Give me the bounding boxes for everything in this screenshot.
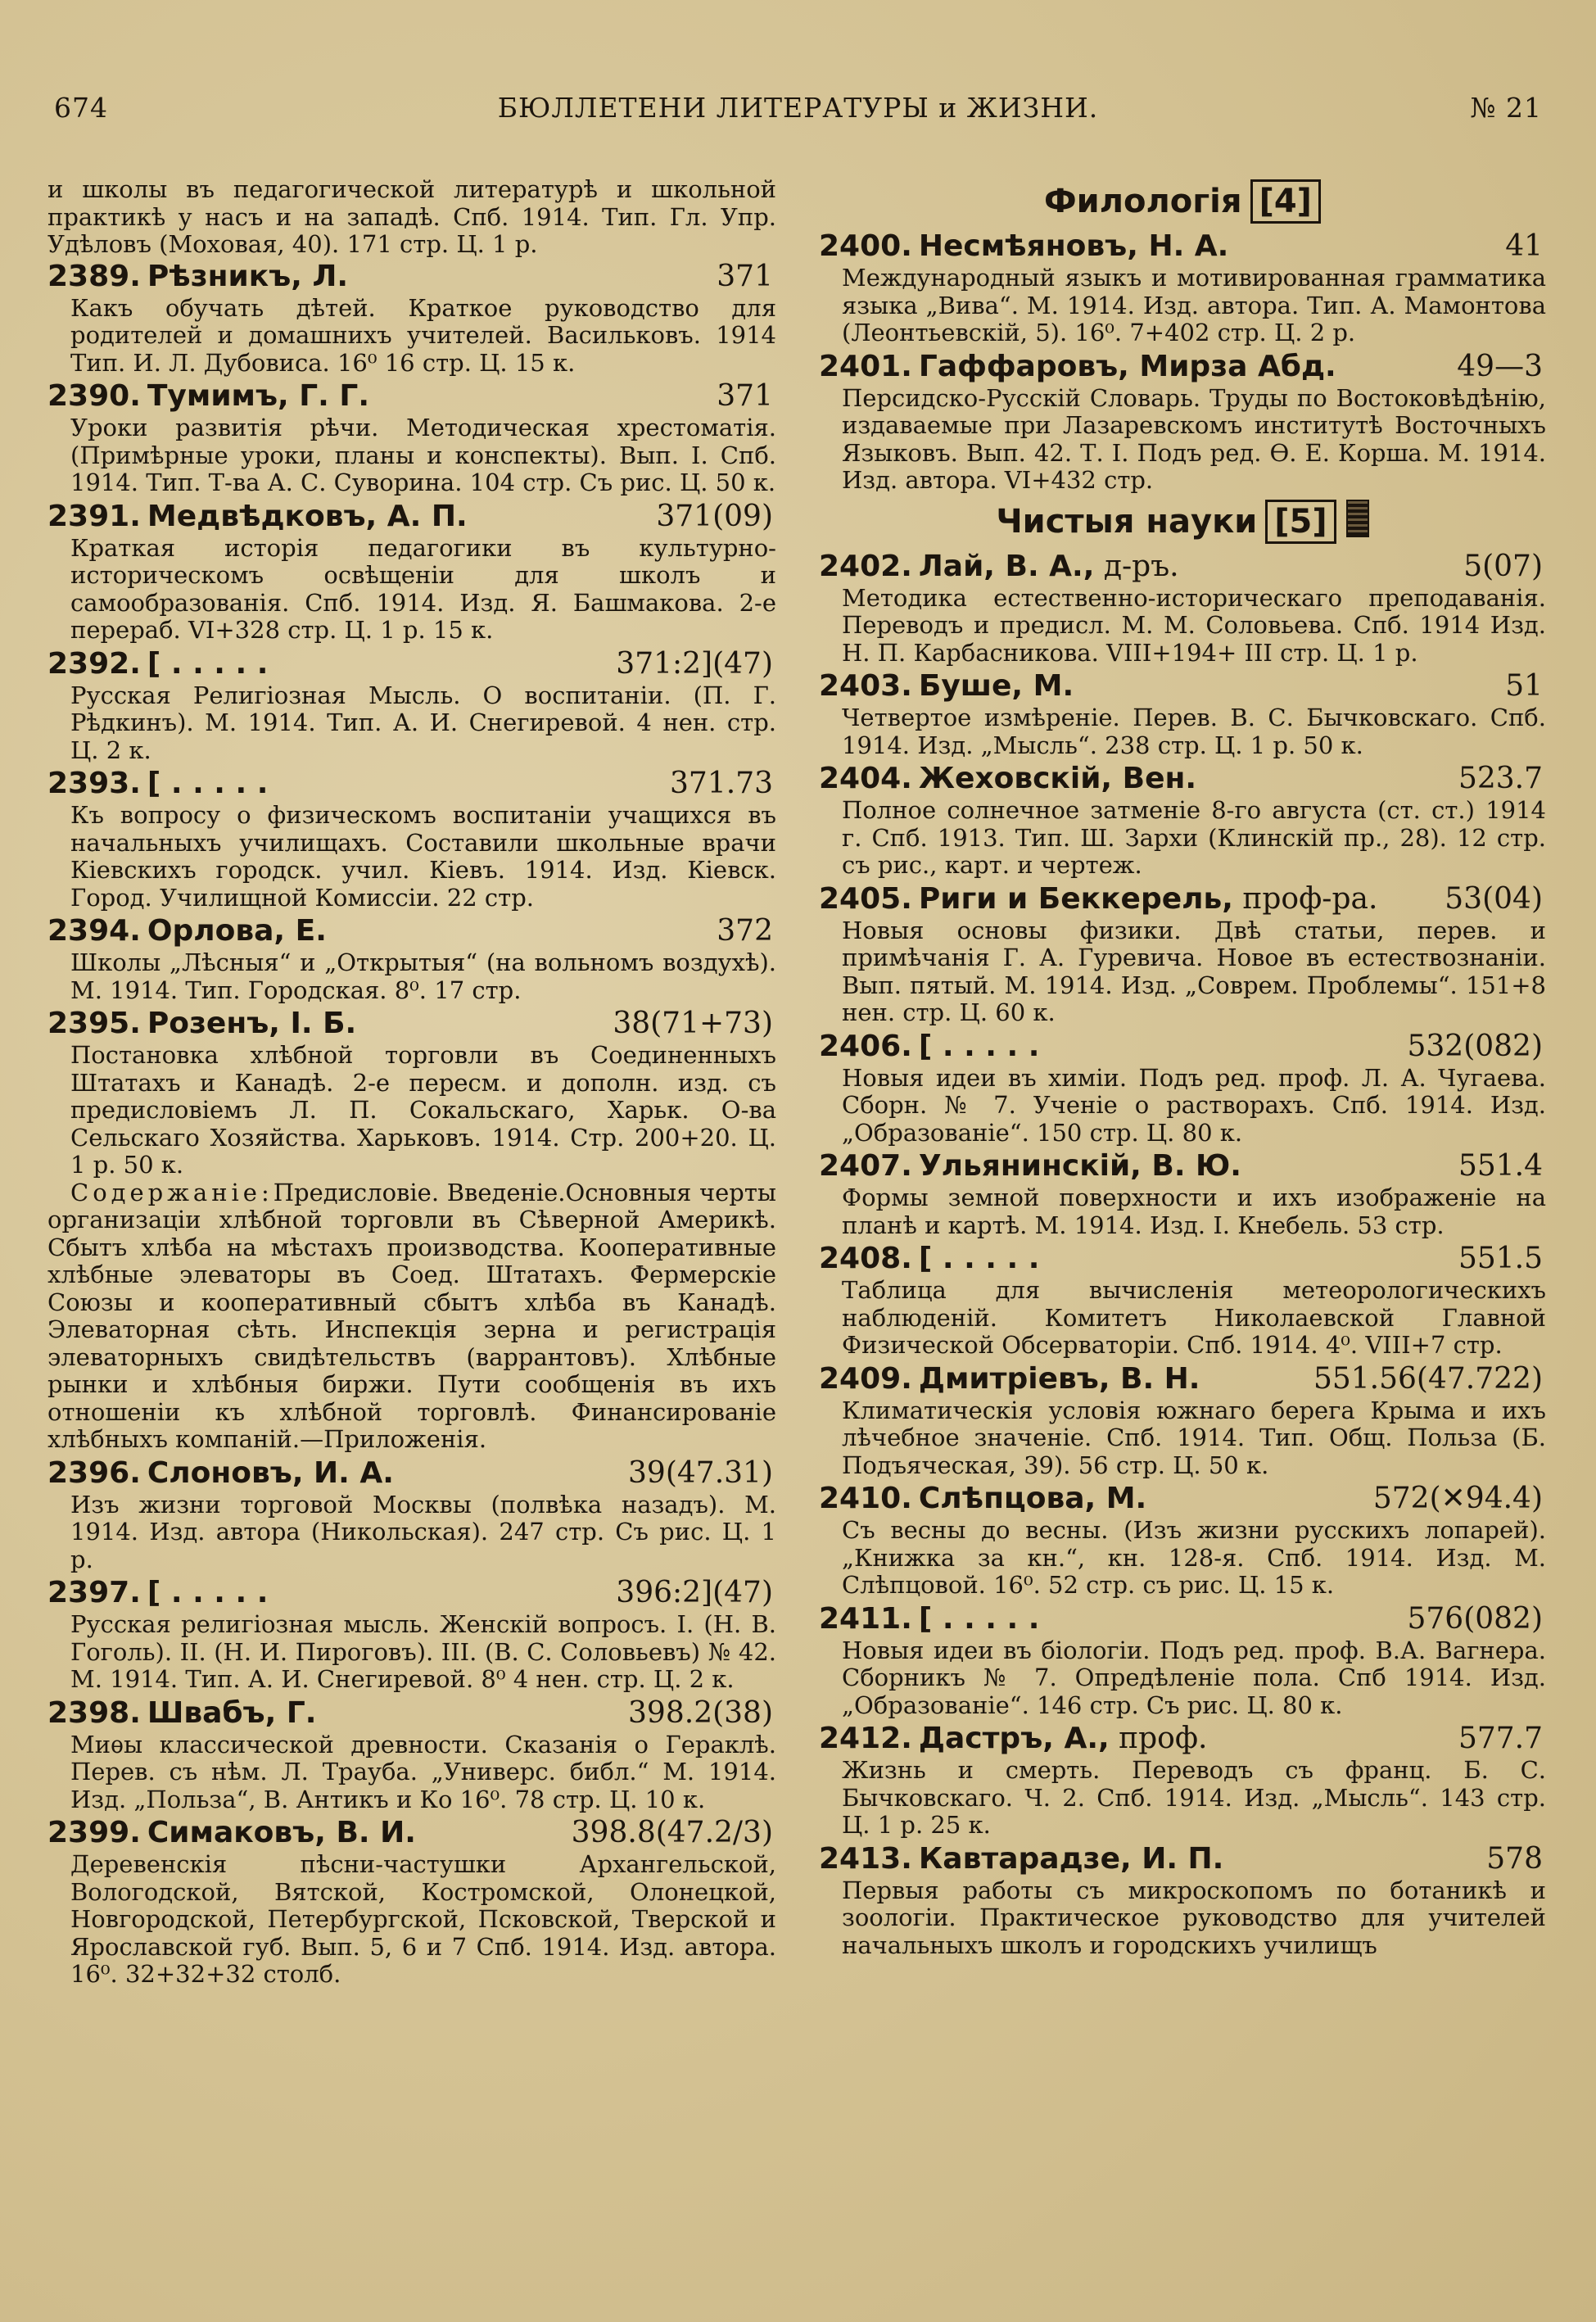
entry-number: 2393. (47, 767, 141, 800)
entry-classification: 371 (717, 259, 773, 293)
entry-heading (47, 1006, 776, 1042)
entry-classification: 577.7 (1458, 1722, 1543, 1755)
entry-heading (47, 1455, 776, 1491)
section-number: [4] (1250, 179, 1321, 224)
entry-heading (819, 1601, 1546, 1637)
bibliography-entry (819, 1841, 1546, 1960)
page-number: 674 (54, 92, 108, 124)
entry-classification: 5(07) (1463, 549, 1543, 583)
entry-description: Формы земной поверхности и ихъ изображеніе на планѣ и картѣ. М. 1914. Изд. I. Кнебель. 53 стр. (842, 1184, 1546, 1239)
entry-classification: 551.4 (1458, 1149, 1543, 1183)
entry-description: Персидско-Русскій Словарь. Труды по Востоковѣдѣнію, издаваемые при Лазаревскомъ институтѣ Восточныхъ Языковъ. Вып. 42. Т. I. Подъ ред. Ѳ. Е. Корша. М. 1914. Изд. автора. VI+432 стр. (842, 383, 1546, 494)
entry-classification: 523.7 (1458, 762, 1543, 795)
section-title: Филологія (1044, 183, 1242, 220)
entry-author: Рѣзникъ, Л. (147, 259, 349, 293)
entry-heading (47, 646, 776, 682)
entry-description: Четвертое измѣреніе. Перев. В. С. Бычковскаго. Спб. 1914. Изд. „Мысль“. 238 стр. Ц. 1 р. 50 к. (842, 704, 1546, 759)
entry-number: 2389. (47, 259, 141, 293)
entry-heading (47, 913, 776, 949)
entry-author: [ . . . . . (918, 1029, 1040, 1063)
entry-author: Дастръ, А., (918, 1722, 1110, 1755)
section-number: [5] (1265, 500, 1336, 544)
entry-number: 2397. (47, 1576, 141, 1609)
entry-author-title: проф-ра. (1232, 881, 1378, 916)
bibliography-entry (47, 913, 776, 1004)
bibliography-entry (819, 881, 1546, 1027)
entry-author: Жеховскій, Вен. (918, 762, 1197, 795)
bibliography-entry (47, 259, 776, 378)
bibliography-entry (819, 1601, 1546, 1720)
entry-number: 2411. (819, 1601, 912, 1636)
entry-number: 2403. (819, 669, 912, 703)
entry-heading (47, 1815, 776, 1851)
entry-author: [ . . . . . (147, 767, 269, 800)
entry-number: 2412. (819, 1722, 912, 1755)
entry-classification: 41 (1505, 229, 1543, 263)
bibliography-entry (47, 499, 776, 645)
running-head (49, 92, 1547, 133)
bibliography-entry (47, 1575, 776, 1694)
section-heading (819, 496, 1546, 549)
entry-classification: 396:2](47) (616, 1576, 773, 1609)
entry-description: Съ весны до весны. (Изъ жизни русскихъ лопарей). „Книжка за кн.“, кн. 128-я. Спб. 1914. Изд. М. Слѣпцовой. 16⁰. 52 стр. съ рис. Ц. 15 к. (842, 1516, 1546, 1599)
entry-heading (47, 1575, 776, 1611)
bibliography-entry (47, 1006, 776, 1454)
entry-author: Швабъ, Г. (147, 1695, 317, 1730)
entry-number: 2410. (819, 1482, 912, 1515)
entry-description: Краткая исторія педагогики въ культурно-историческомъ освѣщеніи для школъ и самообразованія. Спб. 1914. Изд. Я. Башмакова. 2-е перераб. VI+328 стр. Ц. 1 р. 15 к. (70, 533, 776, 644)
entry-classification: 578 (1486, 1841, 1543, 1876)
entry-description: Какъ обучать дѣтей. Краткое руководство для родителей и домашнихъ учителей. Васильковъ. 1914 Тип. И. Л. Дубовиса. 16⁰ 16 стр. Ц. 15 к. (70, 293, 776, 377)
entry-author-title: проф. (1109, 1722, 1208, 1755)
entry-classification: 371 (717, 379, 773, 413)
entry-number: 2395. (47, 1007, 141, 1040)
bibliography-entry (819, 668, 1546, 759)
bibliography-entry (47, 1815, 776, 1989)
entry-number: 2390. (47, 379, 141, 413)
entry-number: 2408. (819, 1242, 912, 1275)
entry-heading (819, 881, 1546, 917)
entry-classification: 39(47.31) (628, 1455, 773, 1490)
section-heading (819, 176, 1546, 229)
entry-classification: 371(09) (656, 499, 773, 533)
entry-author: Слоновъ, И. А. (147, 1455, 394, 1490)
entry-classification: 53(04) (1445, 881, 1543, 916)
entry-heading (47, 499, 776, 535)
entry-number: 2404. (819, 762, 912, 795)
entry-number: 2399. (47, 1816, 141, 1849)
entry-author: [ . . . . . (147, 646, 269, 681)
entry-author: Тумимъ, Г. Г. (147, 379, 369, 413)
bibliography-entry (47, 378, 776, 497)
entry-number: 2391. (47, 499, 141, 533)
entry-classification: 576(082) (1407, 1601, 1543, 1636)
entry-author: [ . . . . . (918, 1601, 1040, 1636)
entry-description: Миѳы классической древности. Сказанія о Гераклѣ. Перев. съ нѣм. Л. Трауба. „Универс. библ.“ М. 1914. Изд. „Польза“, В. Антикъ и Ко 16⁰. 78 стр. Ц. 10 к. (70, 1730, 776, 1813)
entry-description: Постановка хлѣбной торговли въ Соединенныхъ Штатахъ и Канадѣ. 2-е пересм. и дополн. изд. съ предисловіемъ Л. П. Сокальскаго, Харьк. О-ва Сельскаго Хозяйства. Харьковъ. 1914. Стр. 200+20. Ц. 1 р. 50 к. (70, 1041, 776, 1179)
bibliography-entry (819, 1241, 1546, 1360)
entry-heading (819, 668, 1546, 704)
entry-author: Буше, М. (918, 669, 1074, 703)
entry-description: Уроки развитія рѣчи. Методическая хрестоматія. (Примѣрные уроки, планы и конспекты). Вып. I. Спб. 1914. Тип. Т-ва А. С. Суворина. 104 стр. Съ рис. Ц. 50 к. (70, 414, 776, 496)
entry-description: Новыя идеи въ химіи. Подъ ред. проф. Л. А. Чугаева. Сборн. № 7. Ученіе о растворахъ. Спб. 1914. Изд. „Образованіе“. 150 стр. Ц. 80 к. (842, 1063, 1546, 1147)
entry-author: Ульянинскій, В. Ю. (918, 1149, 1241, 1183)
entry-author: Симаковъ, В. И. (147, 1816, 416, 1849)
journal-title: БЮЛЛЕТЕНИ ЛИТЕРАТУРЫ и ЖИЗНИ. (497, 92, 1099, 124)
entry-classification: 551.5 (1458, 1242, 1543, 1275)
entry-number: 2413. (819, 1841, 912, 1876)
entry-number: 2407. (819, 1149, 912, 1183)
section-mark-icon (1346, 500, 1369, 537)
entry-heading (47, 766, 776, 802)
entry-number: 2406. (819, 1029, 912, 1063)
entry-number: 2401. (819, 349, 912, 383)
entry-heading (819, 1721, 1546, 1757)
entry-description: Изъ жизни торговой Москвы (полвѣка назадъ). М. 1914. Изд. автора (Никольская). 247 стр. Съ рис. Ц. 1 р. (70, 1490, 776, 1573)
bibliography-entry (819, 229, 1546, 347)
entry-author: Слѣпцова, М. (918, 1482, 1147, 1515)
right-column (819, 176, 1546, 1961)
entry-number: 2398. (47, 1695, 141, 1730)
bibliography-entry (819, 1029, 1546, 1147)
entry-classification: 49—3 (1457, 349, 1543, 383)
entry-classification: 398.2(38) (628, 1695, 773, 1730)
entry-heading (819, 1481, 1546, 1517)
left-column (47, 176, 776, 1990)
bibliography-entry (47, 646, 776, 765)
entry-heading (819, 1841, 1546, 1877)
entry-classification: 372 (717, 914, 773, 948)
entry-description: Къ вопросу о физическомъ воспитаніи учащихся въ начальныхъ училищахъ. Составили школьные врачи Кіевскихъ городск. учил. Кіевъ. 1914. Изд. Кіевск. Город. Училищной Комиссіи. 22 стр. (70, 801, 776, 912)
bibliography-entry (819, 1721, 1546, 1840)
entry-heading (819, 549, 1546, 585)
entry-author: Лай, В. А., (918, 549, 1095, 583)
entry-number: 2400. (819, 229, 912, 263)
entry-heading (47, 378, 776, 414)
continuation-text: и школы въ педагогической литературѣ и школьной практикѣ у насъ и на западѣ. Спб. 1914. Тип. Гл. Упр. Удѣловъ (Моховая, 40). 171 стр. Ц. 1 р. (47, 175, 776, 258)
entry-classification: 51 (1505, 669, 1543, 703)
entry-heading (819, 1029, 1546, 1065)
entry-description: Методика естественно-историческаго преподаванія. Переводъ и предисл. М. М. Соловьева. Спб. 1914 Изд. Н. П. Карбасникова. VIII+194+ III стр. Ц. 1 р. (842, 583, 1546, 667)
entry-author: [ . . . . . (918, 1242, 1040, 1275)
bibliography-entry (819, 761, 1546, 880)
entry-number: 2392. (47, 646, 141, 681)
bibliography-entry (819, 349, 1546, 495)
entry-author: Риги и Беккерель, (918, 881, 1233, 916)
entry-heading (819, 1241, 1546, 1277)
entry-description: Международный языкъ и мотивированная грамматика языка „Вива“. М. 1914. Изд. автора. Тип. А. Мамонтова (Леонтьевскій, 5). 16⁰. 7+402 стр. Ц. 2 р. (842, 264, 1546, 346)
entry-description: Русская религіозная мысль. Женскій вопросъ. I. (Н. В. Гоголь). II. (Н. И. Пироговъ). III. (В. С. Соловьевъ) № 42. М. 1914. Тип. А. И. Снегиревой. 8⁰ 4 нен. стр. Ц. 2 к. (70, 1610, 776, 1693)
bibliography-entry (47, 766, 776, 912)
entry-number: 2409. (819, 1361, 912, 1396)
entry-classification: 38(71+73) (613, 1007, 773, 1040)
entry-description: Русская Религіозная Мысль. О воспитаніи. (П. Г. Рѣдкинъ). М. 1914. Тип. А. И. Снегиревой. 4 нен. стр. Ц. 2 к. (70, 681, 776, 764)
entry-classification: 371.73 (670, 767, 773, 800)
entry-description: Первыя работы съ микроскопомъ по ботаникѣ и зоологіи. Практическое руководство для учителей начальныхъ школъ и городскихъ училищъ (842, 1876, 1546, 1959)
contents-label: Содержаніе: (70, 1178, 274, 1206)
entry-author: Кавтарадзе, И. П. (918, 1841, 1224, 1876)
entry-author-title: д-ръ. (1094, 549, 1179, 583)
bibliography-entry (819, 549, 1546, 668)
entry-heading (819, 349, 1546, 385)
entry-description: Жизнь и смерть. Переводъ съ франц. Б. С. Бычковскаго. Ч. 2. Спб. 1914. Изд. „Мысль“. 143 стр. Ц. 1 р. 25 к. (842, 1756, 1546, 1839)
entry-heading (819, 761, 1546, 797)
contents-text: Предисловіе. Введеніе.Основныя черты организаціи хлѣбной торговли въ Сѣверной Америкѣ. Сбытъ хлѣба на мѣстахъ производства. Кооперативные хлѣбные элеваторы въ Соед. Штатахъ. Фермерскіе Союзы и кооперативный сбытъ хлѣба въ Канадѣ. Элеваторная сѣть. Инспекція зерна и регистрація элеваторныхъ свидѣтельствъ (варрантовъ). Хлѣбные рынки и хлѣбныя биржи. Пути сообщенія въ ихъ отношеніи къ хлѣбной торговлѣ. Финансированіе хлѣбныхъ компаній.—Приложенія. (47, 1178, 776, 1453)
bibliography-entry (819, 1361, 1546, 1480)
entry-description: Новыя основы физики. Двѣ статьи, перев. и примѣчанія Г. А. Гуревича. Новое въ естествознаніи. Вып. пятый. М. 1914. Изд. „Соврем. Проблемы“. 151+8 нен. стр. Ц. 60 к. (842, 916, 1546, 1026)
entry-author: Орлова, Е. (147, 914, 327, 948)
bibliography-entry (47, 1695, 776, 1814)
entry-description: Деревенскія пѣсни-частушки Архангельской, Вологодской, Вятской, Костромской, Олонецкой, Новгородской, Петербургской, Псковской, Тверской и Ярославской губ. Вып. 5, 6 и 7 Спб. 1914. Изд. автора. 16⁰. 32+32+32 столб. (70, 1850, 776, 1988)
entry-number: 2396. (47, 1455, 141, 1490)
entry-number: 2405. (819, 881, 912, 916)
entry-classification: 532(082) (1407, 1029, 1543, 1063)
entry-contents (47, 1179, 776, 1454)
entry-author: Дмитріевъ, В. Н. (918, 1361, 1200, 1396)
entry-classification: 371:2](47) (616, 646, 773, 681)
entry-number: 2402. (819, 549, 912, 583)
entry-description: Климатическія условія южнаго берега Крыма и ихъ лѣчебное значеніе. Спб. 1914. Тип. Общ. Польза (Б. Подъяческая, 39). 56 стр. Ц. 50 к. (842, 1396, 1546, 1479)
bibliography-entry (819, 1148, 1546, 1239)
entry-description: Таблица для вычисленія метеорологическихъ наблюденій. Комитетъ Николаевской Главной Физической Обсерваторіи. Спб. 1914. 4⁰. VIII+7 стр. (842, 1276, 1546, 1359)
entry-author: [ . . . . . (147, 1576, 269, 1609)
entry-author: Несмѣяновъ, Н. А. (918, 229, 1229, 263)
entry-description: Новыя идеи въ біологіи. Подъ ред. проф. В.А. Вагнера. Сборникъ № 7. Опредѣленіе пола. Спб 1914. Изд. „Образованіе“. 146 стр. Съ рис. Ц. 80 к. (842, 1636, 1546, 1719)
bibliography-entry (819, 1481, 1546, 1600)
entry-author: Медвѣдковъ, А. П. (147, 499, 468, 533)
entry-heading (819, 1148, 1546, 1184)
section-title: Чистыя науки (996, 502, 1258, 541)
entry-classification: 572(✕94.4) (1372, 1482, 1543, 1515)
issue-number: № 21 (1470, 92, 1542, 124)
entry-heading (819, 229, 1546, 265)
entry-heading (819, 1361, 1546, 1397)
entry-author: Розенъ, І. Б. (147, 1007, 357, 1040)
entry-heading (47, 1695, 776, 1731)
entry-number: 2394. (47, 914, 141, 948)
entry-classification: 398.8(47.2/3) (571, 1816, 773, 1849)
bibliography-entry (47, 1455, 776, 1574)
entry-description: Школы „Лѣсныя“ и „Открытыя“ (на вольномъ воздухѣ). М. 1914. Тип. Городская. 8⁰. 17 стр. (70, 948, 776, 1004)
entry-heading (47, 259, 776, 295)
entry-classification: 551.56(47.722) (1313, 1361, 1543, 1396)
entry-author: Гаффаровъ, Мирза Абд. (918, 349, 1336, 383)
entry-description: Полное солнечное затменіе 8-го августа (ст. ст.) 1914 г. Спб. 1913. Тип. Ш. Зархи (Клинскій пр., 28). 12 стр. съ рис., карт. и чертеж. (842, 796, 1546, 879)
